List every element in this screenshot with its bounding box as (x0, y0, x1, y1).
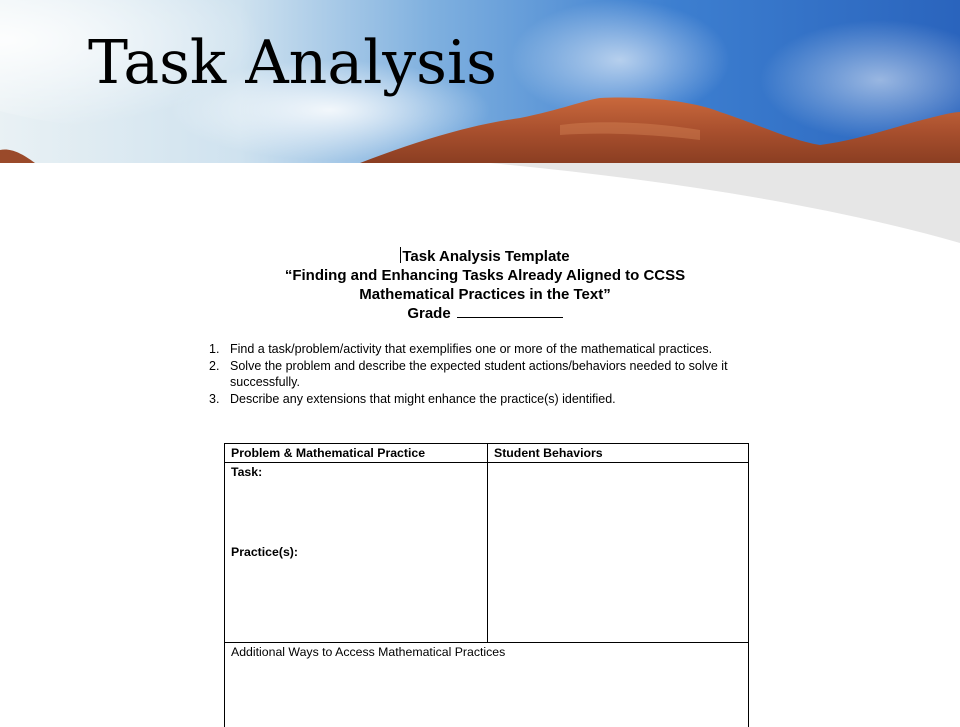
instruction-list (205, 341, 765, 407)
header-swoosh (0, 163, 960, 253)
student-behaviors-cell[interactable] (488, 463, 749, 643)
instruction-item: 2. Solve the problem and describe the expected student actions/behaviors needed to solve it successfully. (205, 358, 765, 391)
grade-blank (457, 304, 563, 318)
grade-label: Grade (407, 305, 450, 322)
task-analysis-template-document (205, 247, 765, 720)
additional-ways-cell[interactable] (225, 643, 749, 727)
table-row (225, 643, 749, 727)
template-title: Task Analysis Template (402, 248, 569, 265)
student-behaviors-header: Student Behaviors (488, 444, 749, 463)
slide-title: Task Analysis (88, 30, 497, 96)
template-subtitle-line1: “Finding and Enhancing Tasks Already Aligned to CCSS (205, 266, 765, 285)
task-cell[interactable] (225, 463, 488, 643)
instruction-item: 1. Find a task/problem/activity that exemplifies one or more of the mathematical practices. (205, 341, 765, 358)
document-heading (205, 247, 765, 323)
additional-ways-label: Additional Ways to Access Mathematical Practices (231, 645, 505, 659)
table-header-row (225, 444, 749, 463)
table-row (225, 463, 749, 643)
task-analysis-table (224, 443, 749, 727)
template-subtitle-line2: Mathematical Practices in the Text” (205, 285, 765, 304)
problem-practice-header: Problem & Mathematical Practice (225, 444, 488, 463)
header-banner (0, 0, 960, 163)
task-label: Task: (231, 465, 481, 479)
practice-label: Practice(s): (231, 545, 298, 559)
instruction-item: 3. Describe any extensions that might enhance the practice(s) identified. (205, 391, 765, 408)
